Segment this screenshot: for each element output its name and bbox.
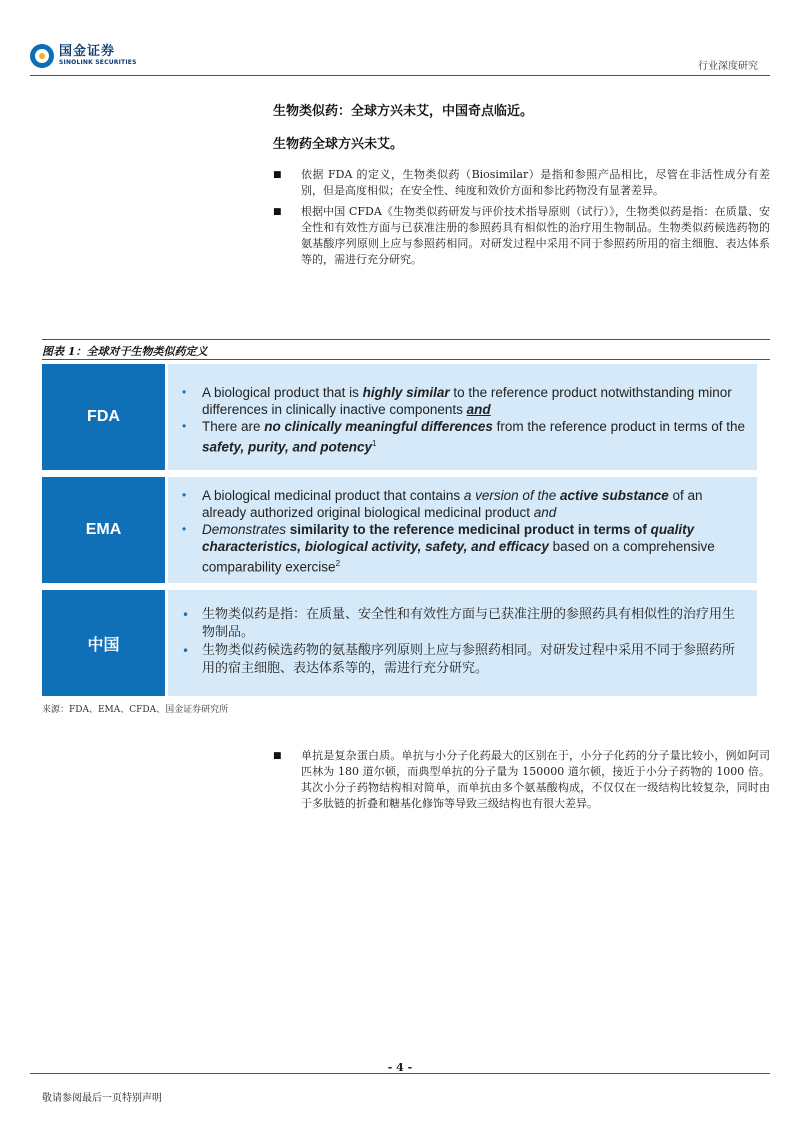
logo-en-text: SINOLINK SECURITIES xyxy=(59,59,137,66)
section-heading: 生物类似药：全球方兴未艾，中国奇点临近。 xyxy=(273,104,534,119)
figure-title: 图表 1：全球对于生物类似药定义 xyxy=(42,345,208,358)
intro-bullet-fda: ■ 依据 FDA 的定义，生物类似药（Biosimilar）是指和参照产品相比，尽管在非活性成分有差别，但是高度相似；在安全性、纯度和效价方面和参比药物没有显著差异。 xyxy=(273,167,770,199)
definition-body xyxy=(168,590,757,696)
footer-divider xyxy=(30,1073,770,1074)
definition-row-fda xyxy=(42,364,757,470)
definition-item: • Demonstrates similarity to the reference medicinal product in terms of quality characteristics, biological activity, safety, and efficacy based on a comprehensive comparability exercise$^2$ xyxy=(180,521,747,576)
intro-bullet-cfda: ■ 根据中国 CFDA《生物类似药研发与评价技术指导原则（试行）》，生物类似药是指：在质量、安全性和有效性方面与已获准注册的参照药具有相似性的治疗用生物制品。生物类似药候选药物的氨基酸序列原则上应与参照药相同。对研发过程中采用不同于参照药所用的宿主细胞、表达体系等的，需进行充分研究。 xyxy=(273,204,770,268)
definition-item: • There are no clinically meaningful differences from the reference product in terms of the safety, purity, and potency$^1$ xyxy=(180,418,747,456)
definition-item: • A biological product that is highly similar to the reference product notwithstanding minor differences in clinically inactive components and xyxy=(180,384,747,418)
logo-mark-icon xyxy=(30,44,54,68)
definition-label: EMA xyxy=(42,477,165,583)
intro-subsection xyxy=(273,133,770,152)
figure-title-bottom-rule xyxy=(42,359,770,360)
definition-label: 中国 xyxy=(42,590,165,696)
subsection-heading: 生物药全球方兴未艾。 xyxy=(273,137,404,152)
definition-item: • 生物类似药候选药物的氨基酸序列原则上应与参照药相同。对研发过程中采用不同于参照药所用的宿主细胞、表达体系等的，需进行充分研究。 xyxy=(180,642,747,678)
definition-row-china xyxy=(42,590,757,696)
intro-section xyxy=(273,100,770,119)
definition-row-ema xyxy=(42,477,757,583)
logo-cn-text: 国金证券 xyxy=(59,44,116,59)
intro-bullets xyxy=(273,167,770,273)
company-logo xyxy=(30,44,137,68)
definition-body xyxy=(168,477,757,583)
definition-body xyxy=(168,364,757,470)
definition-item: • 生物类似药是指：在质量、安全性和有效性方面与已获准注册的参照药具有相似性的治疗用生物制品。 xyxy=(180,606,747,642)
body-bullets xyxy=(273,748,770,817)
body-bullet-mab: ■ 单抗是复杂蛋白质。单抗与小分子化药最大的区别在于，小分子化药的分子量比较小，例如阿司匹林为 180 道尔顿，而典型单抗的分子量为 150000 道尔顿，接近于小分子药物的 1000 倍。其次小分子药物结构相对简单，而单抗由多个氨基酸构成，不仅仅在一级结构比较复杂，同时由于多肽链的折叠和糖基化修饰等导致三级结构也有很大差异。 xyxy=(273,748,770,812)
figure-title-top-rule xyxy=(42,339,770,340)
page-number: - 4 - xyxy=(387,1061,413,1074)
definition-label: FDA xyxy=(42,364,165,470)
footer-disclaimer: 敬请参阅最后一页特别声明 xyxy=(42,1093,162,1104)
figure-source: 来源：FDA、EMA、CFDA、国金证券研究所 xyxy=(42,705,229,715)
report-type: 行业深度研究 xyxy=(698,61,758,72)
definition-item: • A biological medicinal product that contains a version of the active substance of an already authorized original biological medicinal product and xyxy=(180,487,747,521)
header-divider xyxy=(30,75,770,76)
